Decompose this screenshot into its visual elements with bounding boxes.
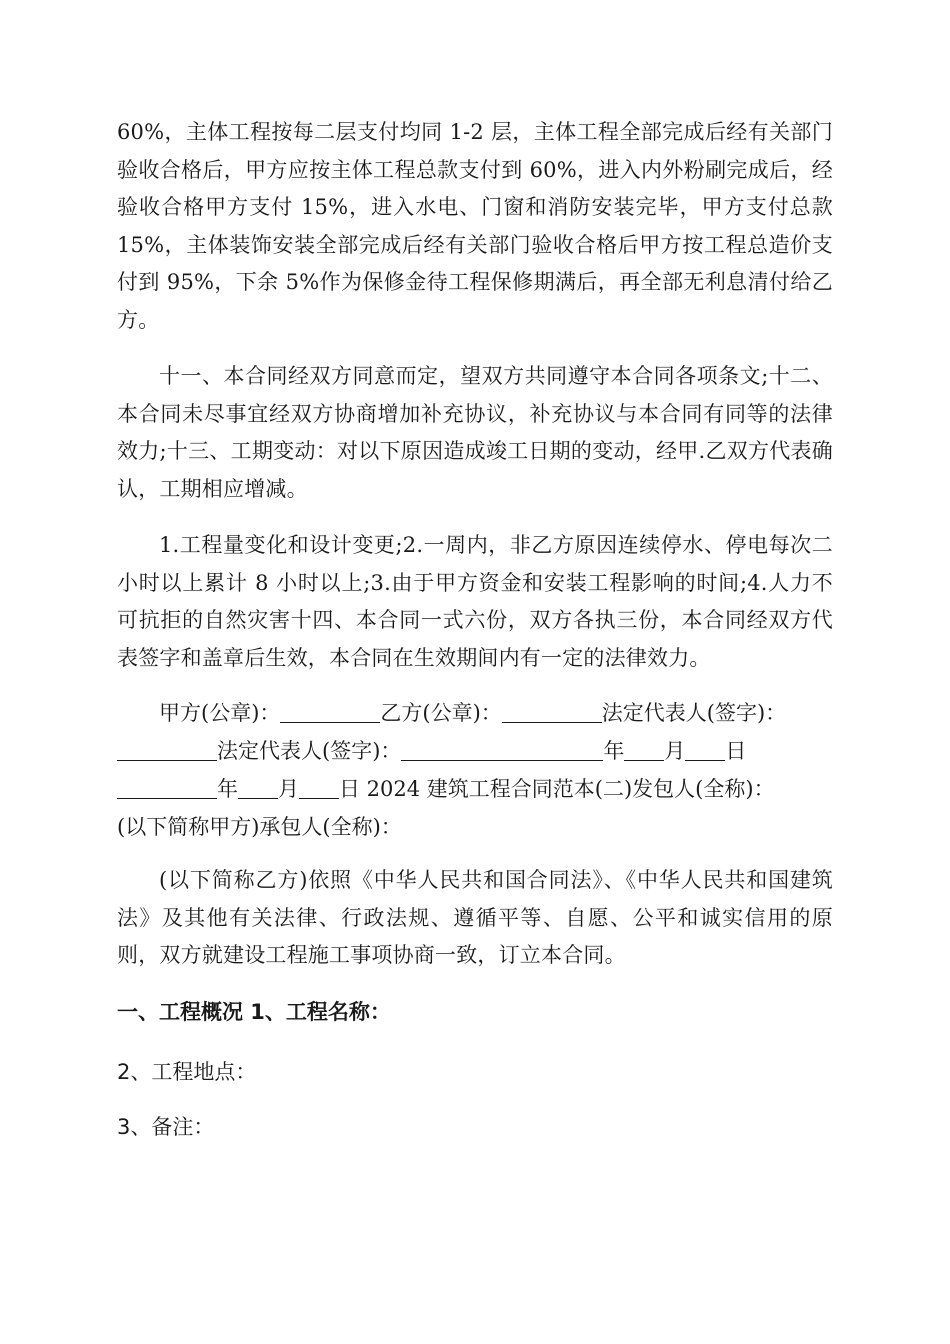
month-blank-a xyxy=(624,736,664,761)
clauses-11-13-paragraph: 十一、本合同经双方同意而定，望双方共同遵守本合同各项条文;十二、本合同未尽事宜经双方协商增加补充协议，补充协议与本合同有同等的法律效力;十三、工期变动：对以下原因造成竣工日期的变动，经甲.乙双方代表确认，工期相应增减。 xyxy=(117,364,833,501)
party-a-short-contractor: (以下简称甲方)承包人(全称)： xyxy=(117,815,402,839)
year-label-a: 年 xyxy=(603,739,625,763)
party-a-seal-blank xyxy=(280,698,380,723)
month-label-a: 月 xyxy=(664,739,686,763)
day-label-a: 日 xyxy=(725,739,747,763)
project-location-label: 2、工程地点： xyxy=(117,1060,257,1084)
signature-line-3 xyxy=(117,770,833,808)
rep-b-blank xyxy=(401,736,603,761)
remarks-label: 3、备注： xyxy=(117,1115,215,1139)
signature-line-2 xyxy=(117,732,833,770)
party-a-seal-label: 甲方(公章)： xyxy=(159,701,281,725)
signature-line-4 xyxy=(117,808,833,846)
day-blank-a xyxy=(685,736,725,761)
day-blank-b xyxy=(299,774,339,799)
payment-terms-paragraph: 60%，主体工程按每二层支付均同 1-2 层，主体工程全部完成后经有关部门验收合格后，甲方应按主体工程总款支付到 60%，进入内外粉刷完成后，经验收合格甲方支付 15%，进入水电、门窗和消防安装完毕，甲方支付总款 15%，主体装饰安装全部完成后经有关部门验收合格后甲方按工程总造价支付到 95%，下余 5%作为保修金待工程保修期满后，再全部无利息清付给乙方。 xyxy=(117,120,833,332)
party-b-seal-label: 乙方(公章)： xyxy=(380,701,502,725)
year-label-b: 年 xyxy=(217,777,238,801)
delay-causes-paragraph: 1.工程量变化和设计变更;2.一周内，非乙方原因连续停水、停电每次二小时以上累计 8 小时以上;3.由于甲方资金和安装工程影响的时间;4.人力不可抗拒的自然灾害十四、本合同一式六份，双方各执三份，本合同经双方代表签字和盖章后生效，本合同在生效期间内有一定的法律效力。 xyxy=(117,533,833,670)
month-label-b: 月 xyxy=(278,777,299,801)
rep-b-label: 法定代表人(签字)： xyxy=(217,739,402,763)
year-blank-b xyxy=(117,774,217,799)
party-b-seal-blank xyxy=(502,698,602,723)
signature-line-1 xyxy=(117,694,833,732)
month-blank-b xyxy=(238,774,278,799)
legal-basis-paragraph: (以下简称乙方)依照《中华人民共和国合同法》、《中华人民共和国建筑法》及其他有关法律、行政法规、遵循平等、自愿、公平和诚实信用的原则，双方就建设工程施工事项协商一致，订立本合同。 xyxy=(117,868,833,967)
rep-a-label: 法定代表人(签字)： xyxy=(601,701,787,725)
contract-title-employer: 日 2024 建筑工程合同范本(二)发包人(全称)： xyxy=(339,777,775,801)
section-heading-overview: 一、工程概况 1、工程名称： xyxy=(117,1000,391,1024)
rep-a-blank xyxy=(117,736,217,761)
